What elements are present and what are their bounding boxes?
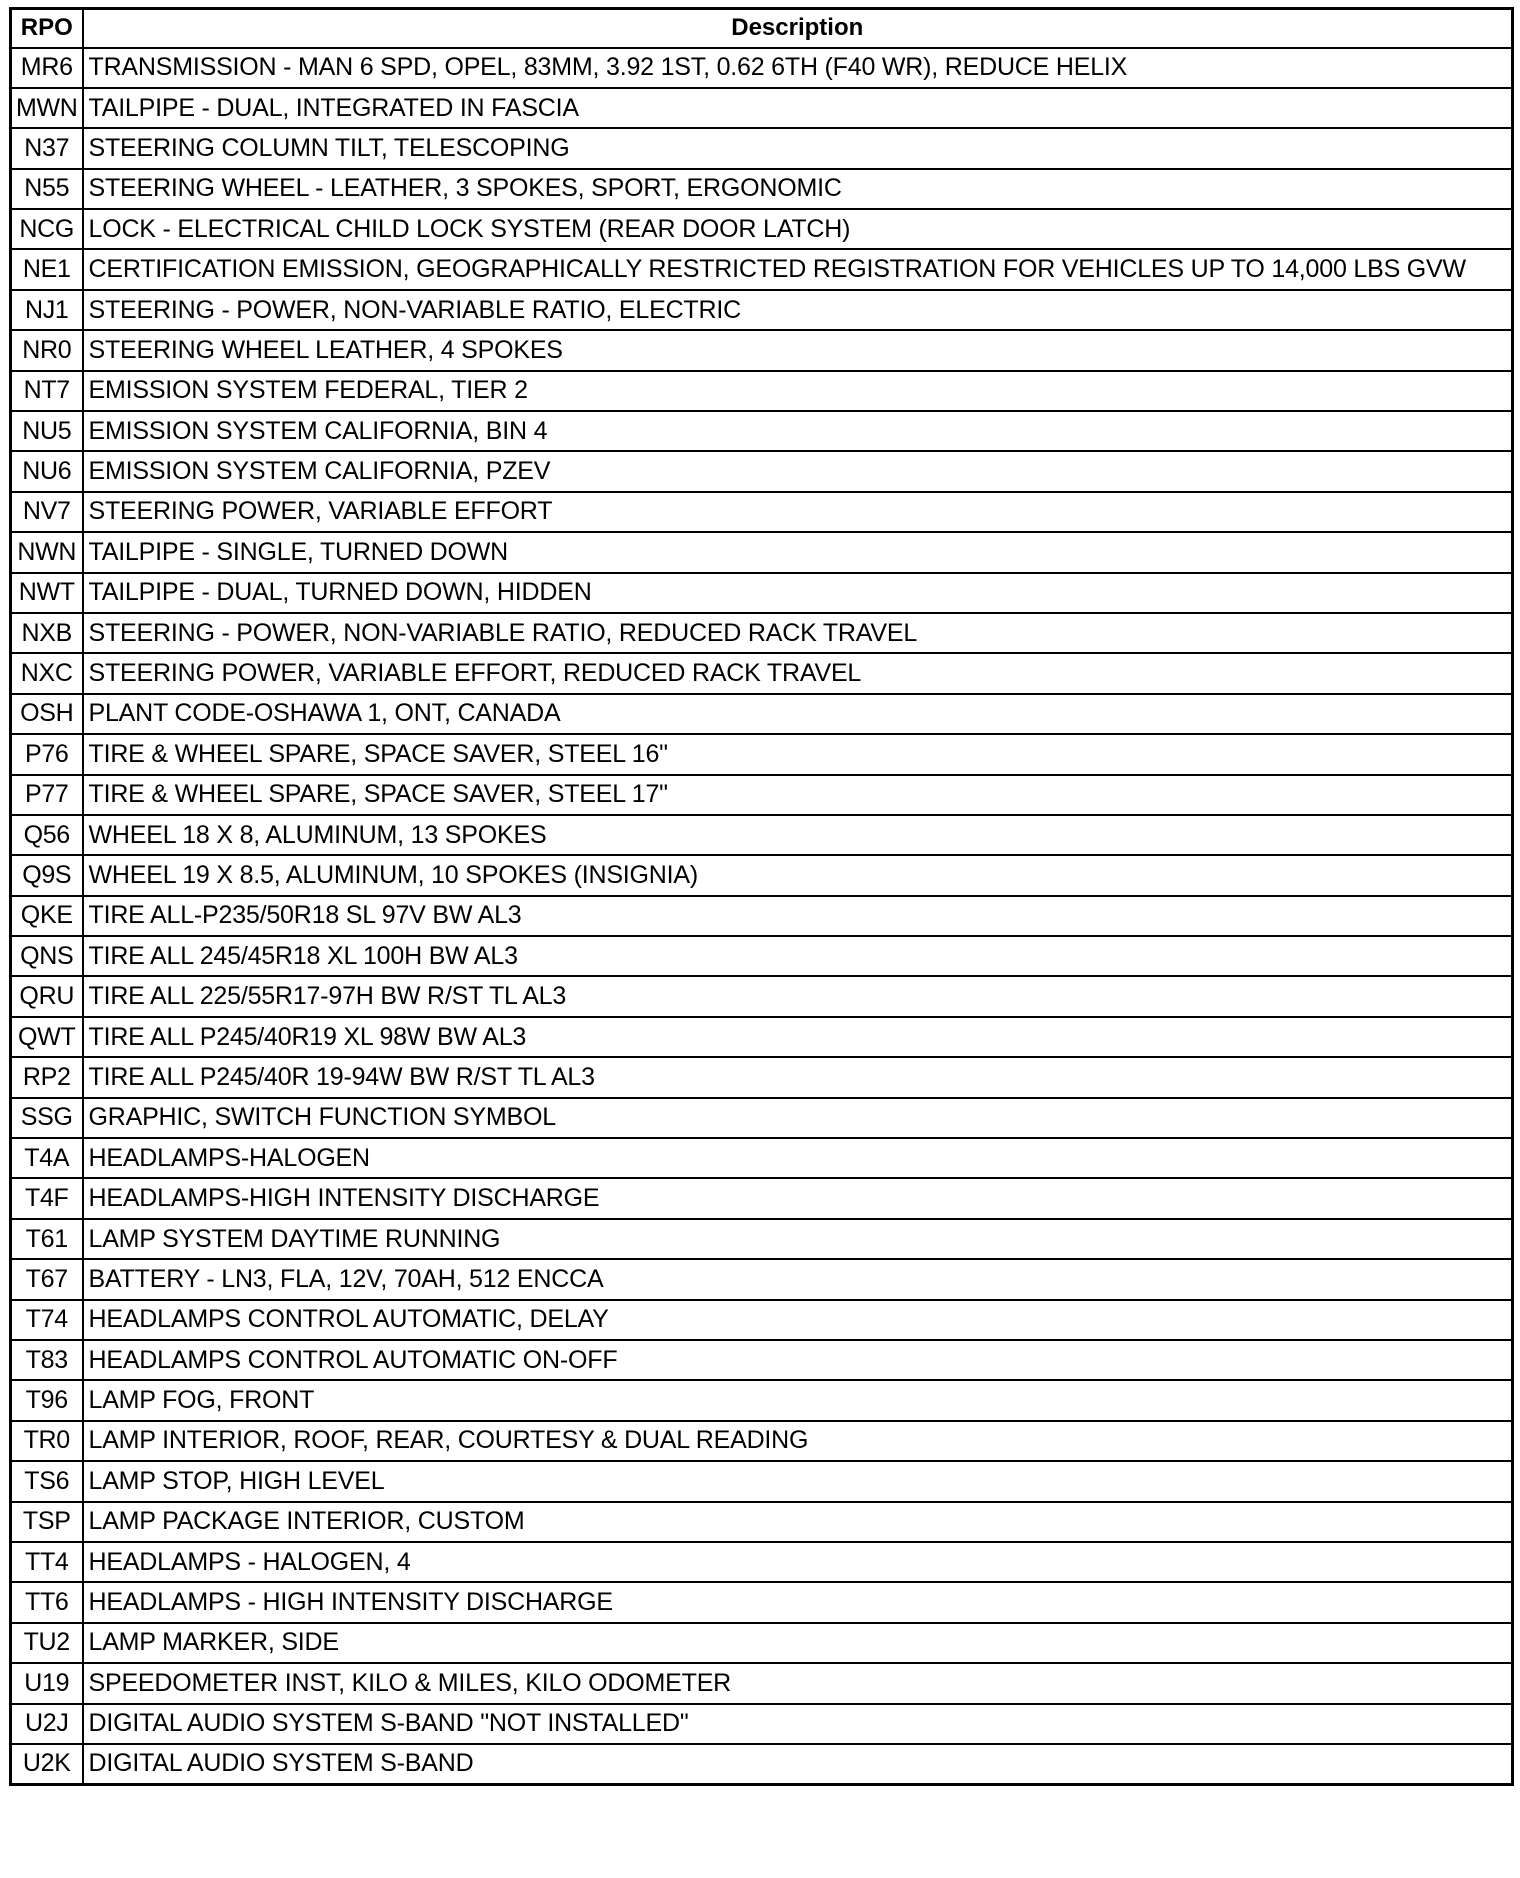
table-row	[11, 573, 1513, 613]
rpo-code-cell: NWN	[11, 532, 83, 572]
description-cell: STEERING POWER, VARIABLE EFFORT	[83, 492, 1513, 532]
description-cell: WHEEL 18 X 8, ALUMINUM, 13 SPOKES	[83, 815, 1513, 855]
rpo-code-cell: T61	[11, 1219, 83, 1259]
rpo-code-cell: TS6	[11, 1461, 83, 1501]
description-cell: HEADLAMPS-HALOGEN	[83, 1138, 1513, 1178]
table-row	[11, 976, 1513, 1016]
description-cell: STEERING - POWER, NON-VARIABLE RATIO, ELECTRIC	[83, 290, 1513, 330]
header-description: Description	[83, 9, 1513, 48]
rpo-code-cell: NWT	[11, 573, 83, 613]
table-row	[11, 1017, 1513, 1057]
rpo-code-cell: NV7	[11, 492, 83, 532]
table-row	[11, 1663, 1513, 1703]
table-row	[11, 815, 1513, 855]
description-cell: LAMP MARKER, SIDE	[83, 1623, 1513, 1663]
table-row	[11, 613, 1513, 653]
header-row	[11, 9, 1513, 48]
table-row	[11, 653, 1513, 693]
header-rpo: RPO	[11, 9, 83, 48]
table-row	[11, 249, 1513, 289]
rpo-code-cell: TT6	[11, 1582, 83, 1622]
description-cell: HEADLAMPS-HIGH INTENSITY DISCHARGE	[83, 1178, 1513, 1218]
table-row	[11, 209, 1513, 249]
table-row	[11, 1542, 1513, 1582]
rpo-code-cell: T67	[11, 1259, 83, 1299]
table-row	[11, 1502, 1513, 1542]
description-cell: TIRE ALL P245/40R 19-94W BW R/ST TL AL3	[83, 1057, 1513, 1097]
rpo-code-cell: NXB	[11, 613, 83, 653]
rpo-code-cell: T74	[11, 1300, 83, 1340]
table-row	[11, 451, 1513, 491]
description-cell: EMISSION SYSTEM FEDERAL, TIER 2	[83, 371, 1513, 411]
table-row	[11, 1421, 1513, 1461]
description-cell: LAMP FOG, FRONT	[83, 1380, 1513, 1420]
table-row	[11, 1704, 1513, 1744]
description-cell: STEERING WHEEL LEATHER, 4 SPOKES	[83, 330, 1513, 370]
description-cell: SPEEDOMETER INST, KILO & MILES, KILO ODOMETER	[83, 1663, 1513, 1703]
rpo-table	[9, 7, 1514, 1786]
rpo-code-cell: NE1	[11, 249, 83, 289]
rpo-code-cell: N55	[11, 169, 83, 209]
rpo-code-cell: TT4	[11, 1542, 83, 1582]
rpo-code-cell: T96	[11, 1380, 83, 1420]
description-cell: STEERING POWER, VARIABLE EFFORT, REDUCED RACK TRAVEL	[83, 653, 1513, 693]
description-cell: HEADLAMPS CONTROL AUTOMATIC, DELAY	[83, 1300, 1513, 1340]
description-cell: TIRE & WHEEL SPARE, SPACE SAVER, STEEL 17"	[83, 775, 1513, 815]
rpo-code-cell: QWT	[11, 1017, 83, 1057]
table-row	[11, 290, 1513, 330]
rpo-code-cell: QRU	[11, 976, 83, 1016]
table-row	[11, 330, 1513, 370]
rpo-code-cell: Q56	[11, 815, 83, 855]
table-row	[11, 936, 1513, 976]
table-row	[11, 1744, 1513, 1784]
description-cell: TIRE & WHEEL SPARE, SPACE SAVER, STEEL 16"	[83, 734, 1513, 774]
description-cell: STEERING WHEEL - LEATHER, 3 SPOKES, SPORT, ERGONOMIC	[83, 169, 1513, 209]
rpo-code-cell: QNS	[11, 936, 83, 976]
description-cell: DIGITAL AUDIO SYSTEM S-BAND	[83, 1744, 1513, 1784]
rpo-code-cell: TU2	[11, 1623, 83, 1663]
rpo-code-cell: NCG	[11, 209, 83, 249]
rpo-code-cell: U19	[11, 1663, 83, 1703]
description-cell: TIRE ALL-P235/50R18 SL 97V BW AL3	[83, 896, 1513, 936]
description-cell: HEADLAMPS - HIGH INTENSITY DISCHARGE	[83, 1582, 1513, 1622]
table-row	[11, 532, 1513, 572]
rpo-code-cell: TSP	[11, 1502, 83, 1542]
description-cell: TAILPIPE - DUAL, INTEGRATED IN FASCIA	[83, 88, 1513, 128]
description-cell: TRANSMISSION - MAN 6 SPD, OPEL, 83MM, 3.92 1ST, 0.62 6TH (F40 WR), REDUCE HELIX	[83, 48, 1513, 88]
table-row	[11, 1178, 1513, 1218]
rpo-code-cell: U2K	[11, 1744, 83, 1784]
table-row	[11, 855, 1513, 895]
rpo-code-cell: U2J	[11, 1704, 83, 1744]
rpo-code-cell: RP2	[11, 1057, 83, 1097]
table-row	[11, 128, 1513, 168]
description-cell: LOCK - ELECTRICAL CHILD LOCK SYSTEM (REAR DOOR LATCH)	[83, 209, 1513, 249]
table-row	[11, 1582, 1513, 1622]
rpo-table-container	[9, 7, 1511, 1786]
rpo-code-cell: NR0	[11, 330, 83, 370]
table-row	[11, 492, 1513, 532]
description-cell: PLANT CODE-OSHAWA 1, ONT, CANADA	[83, 694, 1513, 734]
table-row	[11, 694, 1513, 734]
table-row	[11, 1098, 1513, 1138]
description-cell: TIRE ALL 225/55R17-97H BW R/ST TL AL3	[83, 976, 1513, 1016]
description-cell: DIGITAL AUDIO SYSTEM S-BAND "NOT INSTALLED"	[83, 1704, 1513, 1744]
rpo-code-cell: MWN	[11, 88, 83, 128]
table-row	[11, 1259, 1513, 1299]
description-cell: HEADLAMPS CONTROL AUTOMATIC ON-OFF	[83, 1340, 1513, 1380]
table-row	[11, 1219, 1513, 1259]
description-cell: TIRE ALL 245/45R18 XL 100H BW AL3	[83, 936, 1513, 976]
description-cell: GRAPHIC, SWITCH FUNCTION SYMBOL	[83, 1098, 1513, 1138]
description-cell: LAMP SYSTEM DAYTIME RUNNING	[83, 1219, 1513, 1259]
table-body	[11, 48, 1513, 1785]
rpo-code-cell: NJ1	[11, 290, 83, 330]
rpo-code-cell: TR0	[11, 1421, 83, 1461]
table-row	[11, 1380, 1513, 1420]
description-cell: LAMP INTERIOR, ROOF, REAR, COURTESY & DUAL READING	[83, 1421, 1513, 1461]
rpo-code-cell: N37	[11, 128, 83, 168]
rpo-code-cell: T4A	[11, 1138, 83, 1178]
rpo-code-cell: NU6	[11, 451, 83, 491]
description-cell: WHEEL 19 X 8.5, ALUMINUM, 10 SPOKES (INSIGNIA)	[83, 855, 1513, 895]
table-row	[11, 1623, 1513, 1663]
table-row	[11, 411, 1513, 451]
rpo-code-cell: T4F	[11, 1178, 83, 1218]
description-cell: STEERING - POWER, NON-VARIABLE RATIO, REDUCED RACK TRAVEL	[83, 613, 1513, 653]
rpo-code-cell: Q9S	[11, 855, 83, 895]
table-row	[11, 1300, 1513, 1340]
description-cell: EMISSION SYSTEM CALIFORNIA, PZEV	[83, 451, 1513, 491]
table-row	[11, 371, 1513, 411]
table-row	[11, 1461, 1513, 1501]
description-cell: TIRE ALL P245/40R19 XL 98W BW AL3	[83, 1017, 1513, 1057]
table-row	[11, 775, 1513, 815]
table-row	[11, 734, 1513, 774]
rpo-code-cell: NT7	[11, 371, 83, 411]
table-header	[11, 9, 1513, 48]
description-cell: EMISSION SYSTEM CALIFORNIA, BIN 4	[83, 411, 1513, 451]
rpo-code-cell: NXC	[11, 653, 83, 693]
rpo-code-cell: T83	[11, 1340, 83, 1380]
table-row	[11, 169, 1513, 209]
description-cell: TAILPIPE - SINGLE, TURNED DOWN	[83, 532, 1513, 572]
rpo-code-cell: P77	[11, 775, 83, 815]
rpo-code-cell: OSH	[11, 694, 83, 734]
rpo-code-cell: QKE	[11, 896, 83, 936]
table-row	[11, 1138, 1513, 1178]
description-cell: LAMP PACKAGE INTERIOR, CUSTOM	[83, 1502, 1513, 1542]
description-cell: TAILPIPE - DUAL, TURNED DOWN, HIDDEN	[83, 573, 1513, 613]
description-cell: STEERING COLUMN TILT, TELESCOPING	[83, 128, 1513, 168]
table-row	[11, 48, 1513, 88]
rpo-code-cell: P76	[11, 734, 83, 774]
table-row	[11, 1057, 1513, 1097]
description-cell: CERTIFICATION EMISSION, GEOGRAPHICALLY RESTRICTED REGISTRATION FOR VEHICLES UP TO 14,000 LBS GVW	[83, 249, 1513, 289]
rpo-code-cell: NU5	[11, 411, 83, 451]
description-cell: LAMP STOP, HIGH LEVEL	[83, 1461, 1513, 1501]
rpo-code-cell: MR6	[11, 48, 83, 88]
table-row	[11, 88, 1513, 128]
table-row	[11, 1340, 1513, 1380]
description-cell: BATTERY - LN3, FLA, 12V, 70AH, 512 ENCCA	[83, 1259, 1513, 1299]
rpo-code-cell: SSG	[11, 1098, 83, 1138]
description-cell: HEADLAMPS - HALOGEN, 4	[83, 1542, 1513, 1582]
table-row	[11, 896, 1513, 936]
